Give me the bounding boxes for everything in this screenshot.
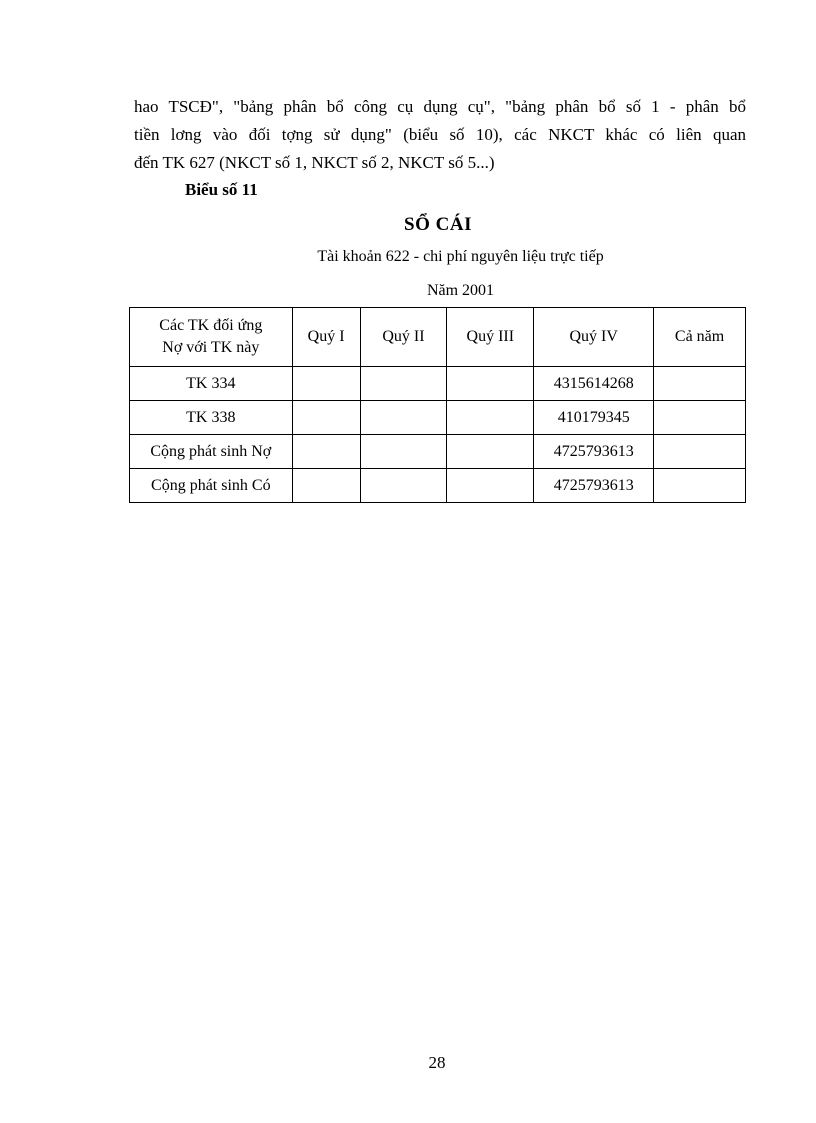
cell-account: Cộng phát sinh Có (130, 469, 293, 503)
cell-full-year (654, 367, 746, 401)
cell-q2 (360, 401, 447, 435)
cell-account: TK 334 (130, 367, 293, 401)
header-q2: Quý II (360, 308, 447, 367)
cell-q4: 4725793613 (534, 435, 654, 469)
cell-q3 (447, 435, 534, 469)
intro-paragraph (134, 93, 746, 177)
cell-q4: 4725793613 (534, 469, 654, 503)
cell-q1 (292, 367, 360, 401)
ledger-table (129, 307, 746, 503)
cell-account: Cộng phát sinh Nợ (130, 435, 293, 469)
intro-line: đến TK 627 (NKCT số 1, NKCT số 2, NKCT số 5...) (134, 153, 495, 172)
section-label: Biểu số 11 (185, 180, 258, 199)
cell-account: TK 338 (130, 401, 293, 435)
intro-line: tiền lơng vào đối tợng sử dụng" (biểu số 10), các NKCT khác có liên quan (134, 125, 746, 144)
header-q4: Quý IV (534, 308, 654, 367)
header-q3: Quý III (447, 308, 534, 367)
table-row (130, 401, 746, 435)
cell-q2 (360, 435, 447, 469)
table-header-row (130, 308, 746, 367)
cell-full-year (654, 469, 746, 503)
ledger-title: SỔ CÁI (404, 214, 472, 235)
intro-line: hao TSCĐ", "bảng phân bổ công cụ dụng cụ", "bảng phân bổ số 1 - phân bổ (134, 97, 746, 116)
cell-q3 (447, 469, 534, 503)
cell-q2 (360, 367, 447, 401)
header-account-line1: Các TK đối ứng (159, 317, 263, 334)
table-row (130, 469, 746, 503)
cell-full-year (654, 401, 746, 435)
table-row (130, 367, 746, 401)
cell-q3 (447, 401, 534, 435)
cell-q1 (292, 435, 360, 469)
header-full-year: Cả năm (654, 308, 746, 367)
cell-q4: 410179345 (534, 401, 654, 435)
cell-q1 (292, 469, 360, 503)
table-row (130, 435, 746, 469)
cell-q4: 4315614268 (534, 367, 654, 401)
ledger-subtitle: Tài khoản 622 - chi phí nguyên liệu trực tiếp (317, 248, 604, 265)
header-q1: Quý I (292, 308, 360, 367)
cell-q2 (360, 469, 447, 503)
ledger-year: Năm 2001 (426, 282, 495, 299)
cell-full-year (654, 435, 746, 469)
header-account (130, 308, 293, 367)
header-account-line2: Nợ với TK này (162, 339, 260, 356)
page-number: 28 (428, 1053, 446, 1072)
cell-q3 (447, 367, 534, 401)
cell-q1 (292, 401, 360, 435)
